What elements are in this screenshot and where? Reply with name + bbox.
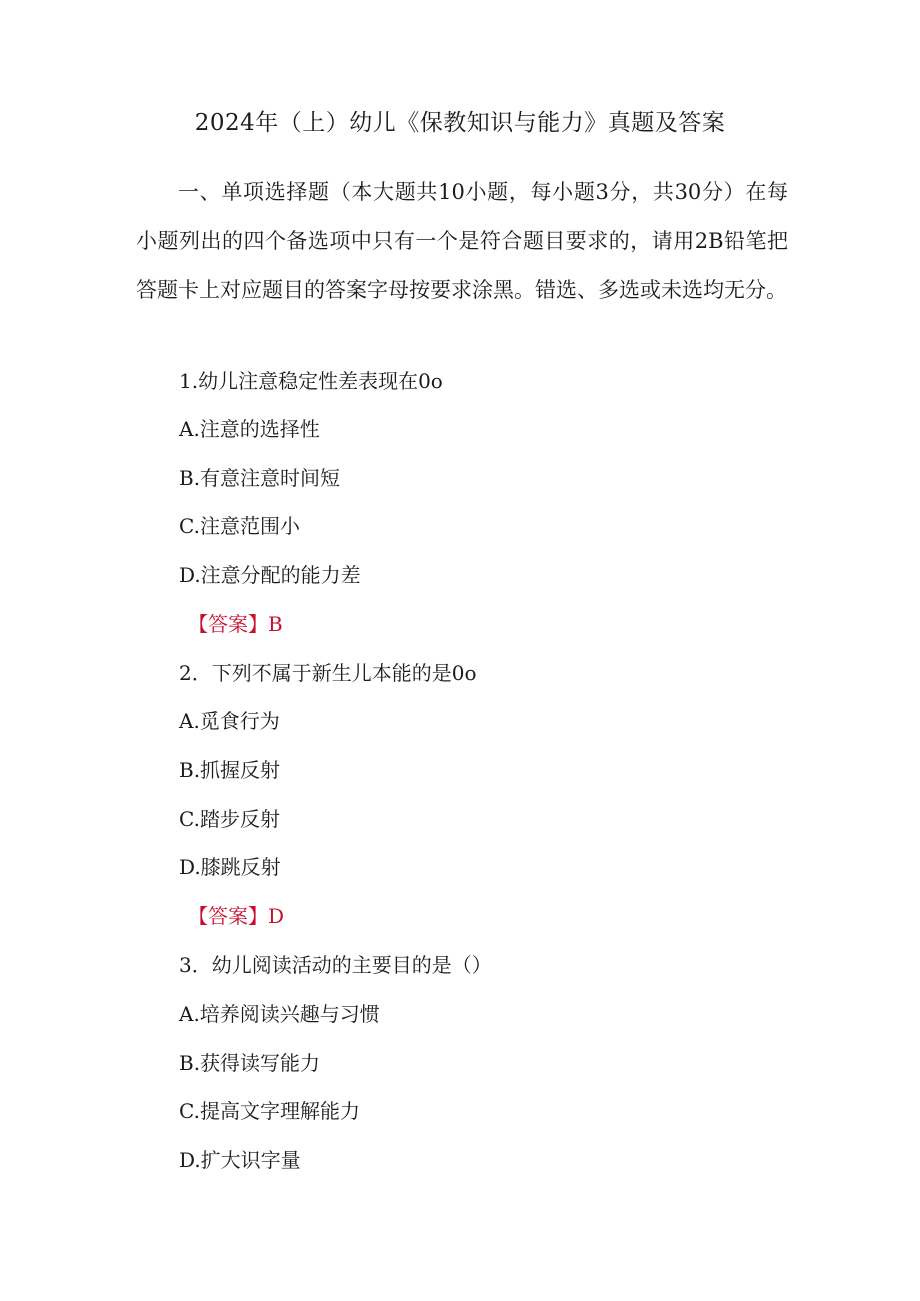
option-a: A.觅食行为 <box>179 709 280 733</box>
option-b: B.获得读写能力 <box>179 1051 321 1075</box>
option-d: D.扩大识字量 <box>179 1148 301 1172</box>
option-d: D.膝跳反射 <box>179 855 281 879</box>
answer-label: 【答案】B <box>188 612 283 636</box>
option-d: D.注意分配的能力差 <box>179 563 361 587</box>
option-b: B.抓握反射 <box>179 758 281 782</box>
option-a: A.培养阅读兴趣与习惯 <box>179 1002 380 1026</box>
option-b: B.有意注意时间短 <box>179 466 341 490</box>
question-stem: 3．幼儿阅读活动的主要目的是（） <box>179 953 492 977</box>
option-c: C.踏步反射 <box>179 807 280 831</box>
question-stem: 1.幼儿注意稳定性差表现在0o <box>179 369 443 393</box>
option-a: A.注意的选择性 <box>179 417 320 441</box>
option-c: C.提高文字理解能力 <box>179 1099 360 1123</box>
section-intro: 一、单项选择题（本大题共10小题，每小题3分，共30分）在每小题列出的四个备选项中只有一个是符合题目要求的，请用2B铅笔把答题卡上对应题目的答案字母按要求涂黑。错选、多选或未选均无分。 <box>136 180 788 302</box>
document-title: 2024年（上）幼儿《保教知识与能力》真题及答案 <box>194 110 726 136</box>
question-stem: 2．下列不属于新生儿本能的是0o <box>179 661 477 685</box>
answer-label: 【答案】D <box>188 904 285 928</box>
option-c: C.注意范围小 <box>179 514 300 538</box>
